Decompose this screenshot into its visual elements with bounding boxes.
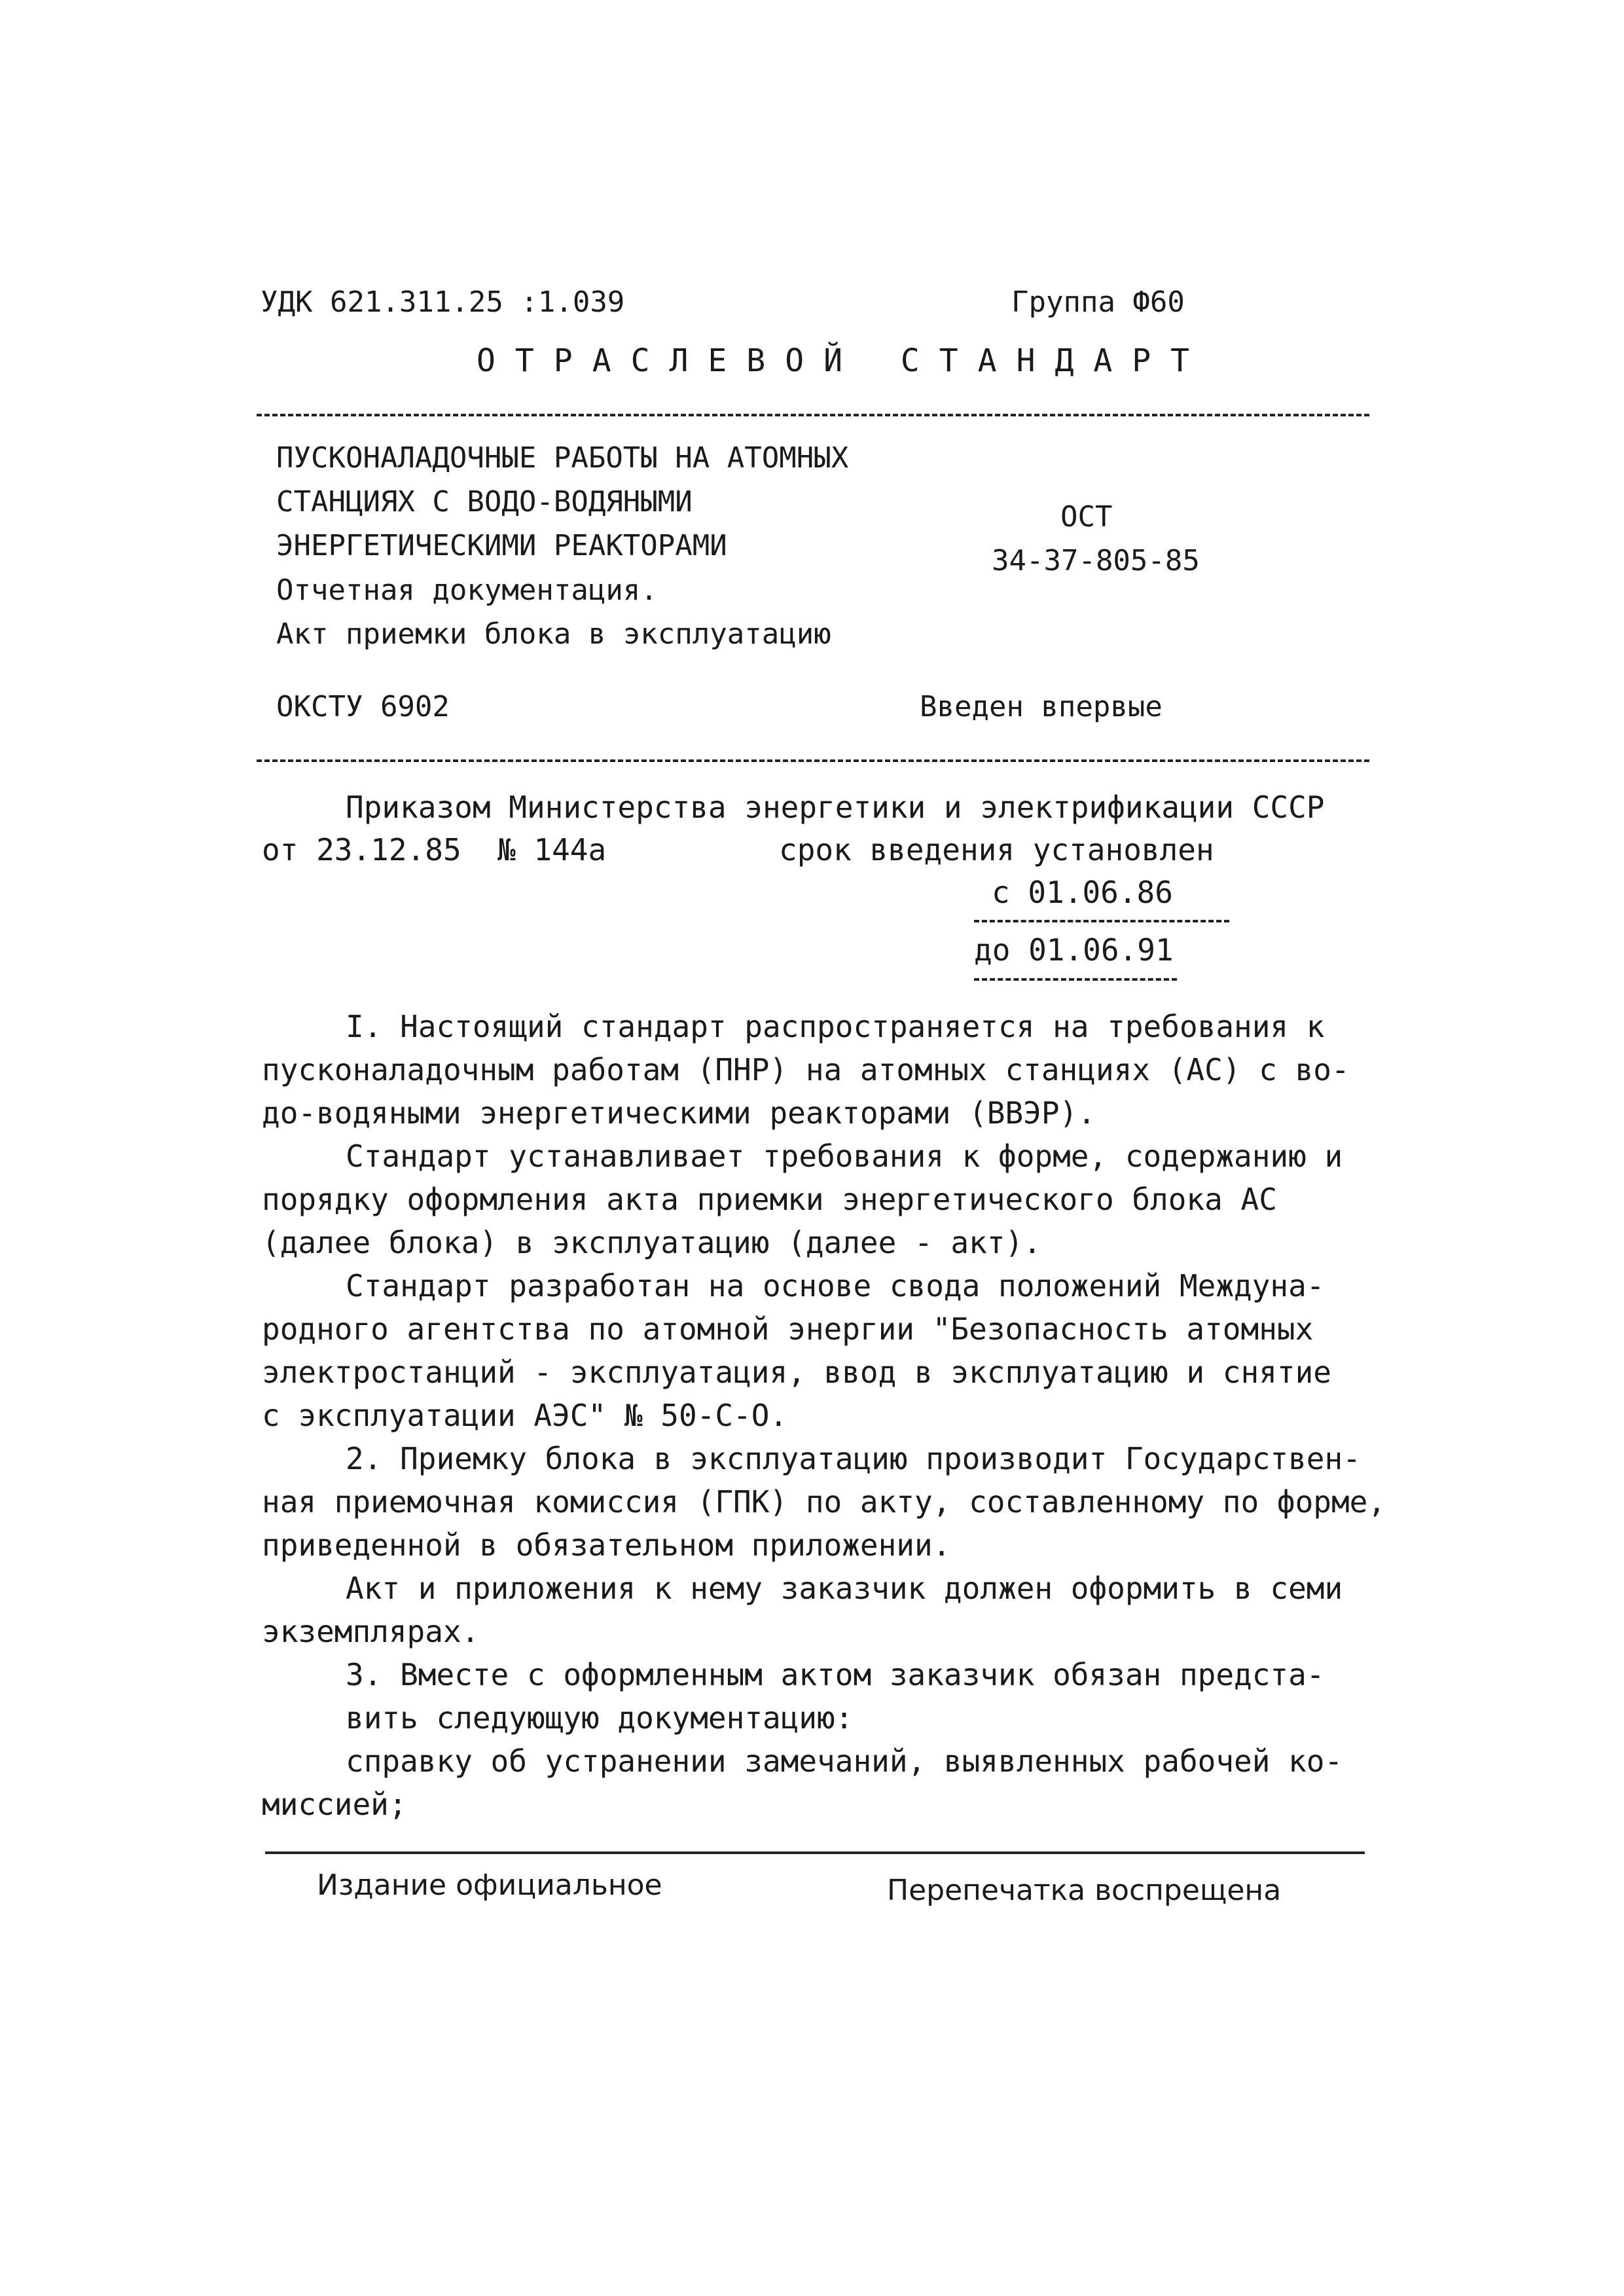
title-line-5: Акт приемки блока в эксплуатацию	[276, 617, 831, 651]
ost-label: ОСТ	[1060, 500, 1113, 534]
footer-divider	[265, 1851, 1365, 1854]
body-line: до-водяными энергетическими реакторами (ВВЭР).	[262, 1095, 1096, 1131]
body-line: I. Настоящий стандарт распространяется на требования к	[346, 1009, 1325, 1044]
body-line: миссией;	[262, 1787, 407, 1822]
body-line: родного агентства по атомной энергии "Безопасность атомных	[262, 1311, 1314, 1347]
title-line-4: Отчетная документация.	[276, 574, 658, 607]
footer-reprint-prohibited: Перепечатка воспрещена	[887, 1874, 1282, 1907]
body-line: с эксплуатации АЭС" № 50-С-О.	[262, 1398, 788, 1433]
title-line-1: ПУСКОНАЛАДОЧНЫЕ РАБОТЫ НА АТОМНЫХ	[276, 441, 849, 475]
divider-top	[257, 414, 1369, 416]
ost-number: 34-37-805-85	[992, 544, 1200, 577]
body-line: приведенной в обязательном приложении.	[262, 1527, 951, 1563]
body-line: порядку оформления акта приемки энергетического блока АС	[262, 1182, 1277, 1217]
body-line: 3. Вместе с оформленным актом заказчик обязан предста-	[346, 1657, 1325, 1692]
standard-heading: ОТРАСЛЕВОЙ СТАНДАРТ	[477, 342, 1210, 379]
body-line: электростанций - эксплуатация, ввод в эксплуатацию и снятие	[262, 1355, 1331, 1390]
body-line: Стандарт устанавливает требования к форме, содержанию и	[346, 1139, 1343, 1174]
body-line: ная приемочная комиссия (ГПК) по акту, составленному по форме,	[262, 1484, 1386, 1520]
effective-from: с 01.06.86	[992, 875, 1173, 910]
body-line: экземплярах.	[262, 1614, 480, 1649]
divider-from	[974, 920, 1229, 922]
body-line: справку об устранении замечаний, выявленных рабочей ко-	[346, 1743, 1343, 1779]
order-line-1: Приказом Министерства энергетики и электрификации СССР	[346, 790, 1325, 825]
body-line: пусконаладочным работам (ПНР) на атомных станциях (АС) с во-	[262, 1052, 1350, 1087]
divider-to	[974, 978, 1177, 981]
title-line-3: ЭНЕРГЕТИЧЕСКИМИ РЕАКТОРАМИ	[276, 529, 727, 562]
okstu-code: ОКСТУ 6902	[276, 690, 450, 723]
footer-official-edition: Издание официальное	[317, 1868, 662, 1902]
effective-to: до 01.06.91	[974, 932, 1174, 968]
body-line: 2. Приемку блока в эксплуатацию производит Государствен-	[346, 1441, 1361, 1476]
body-line: (далее блока) в эксплуатацию (далее - акт).	[262, 1225, 1041, 1260]
body-line: Акт и приложения к нему заказчик должен оформить в семи	[346, 1571, 1343, 1606]
udk-code: УДК 621.311.25 :1.039	[261, 285, 625, 319]
effective-period-label: срок введения установлен	[779, 832, 1214, 867]
introduced-note: Введен впервые	[920, 690, 1163, 723]
order-date-number: от 23.12.85 № 144а	[262, 832, 607, 867]
group-code: Группа Ф60	[1011, 285, 1185, 319]
body-line: Стандарт разработан на основе свода положений Междуна-	[346, 1268, 1325, 1303]
divider-middle	[257, 759, 1369, 762]
body-line: вить следующую документацию:	[346, 1700, 854, 1736]
title-line-2: СТАНЦИЯХ С ВОДО-ВОДЯНЫМИ	[276, 485, 693, 519]
